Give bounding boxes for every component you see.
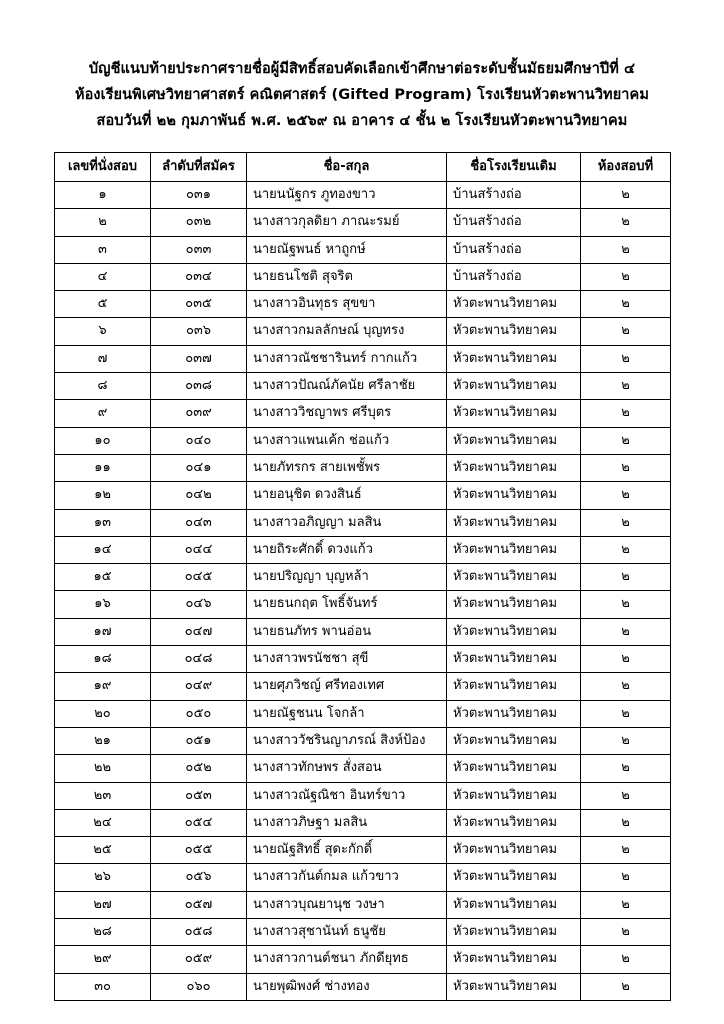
- cell-exam-room: ๒: [581, 182, 671, 209]
- cell-full-name: นายณัฐชนน โจกล้า: [247, 700, 447, 727]
- cell-previous-school: หัวตะพานวิทยาคม: [447, 373, 581, 400]
- table-header-row: [55, 153, 671, 182]
- cell-exam-room: ๒: [581, 400, 671, 427]
- cell-seat-number: ๒๐: [55, 700, 151, 727]
- cell-full-name: นายธนโชติ สุจริต: [247, 263, 447, 290]
- cell-full-name: นางสาวกุลดิยา ภาณะรมย์: [247, 209, 447, 236]
- cell-seat-number: ๑๗: [55, 618, 151, 645]
- cell-previous-school: หัวตะพานวิทยาคม: [447, 646, 581, 673]
- cell-seat-number: ๒๓: [55, 782, 151, 809]
- cell-previous-school: หัวตะพานวิทยาคม: [447, 837, 581, 864]
- table-row: [55, 564, 671, 591]
- cell-application-number: ๐๓๗: [151, 345, 247, 372]
- cell-exam-room: ๒: [581, 236, 671, 263]
- cell-previous-school: หัวตะพานวิทยาคม: [447, 509, 581, 536]
- cell-application-number: ๐๔๑: [151, 454, 247, 481]
- table-row: [55, 646, 671, 673]
- table-row: [55, 673, 671, 700]
- table-row: [55, 727, 671, 754]
- cell-application-number: ๐๓๘: [151, 373, 247, 400]
- table-row: [55, 946, 671, 973]
- cell-application-number: ๐๕๘: [151, 919, 247, 946]
- cell-exam-room: ๒: [581, 427, 671, 454]
- cell-previous-school: บ้านสร้างถ่อ: [447, 236, 581, 263]
- cell-previous-school: หัวตะพานวิทยาคม: [447, 864, 581, 891]
- cell-previous-school: หัวตะพานวิทยาคม: [447, 618, 581, 645]
- header-line-2: ห้องเรียนพิเศษวิทยาศาสตร์ คณิตศาสตร์ (Gifted Program) โรงเรียนหัวตะพานวิทยาคม: [74, 87, 650, 103]
- table-row: [55, 454, 671, 481]
- table-row: [55, 291, 671, 318]
- cell-previous-school: หัวตะพานวิทยาคม: [447, 591, 581, 618]
- table-row: [55, 891, 671, 918]
- cell-exam-room: ๒: [581, 782, 671, 809]
- table-row: [55, 618, 671, 645]
- table-row: [55, 919, 671, 946]
- cell-previous-school: หัวตะพานวิทยาคม: [447, 318, 581, 345]
- cell-seat-number: ๑๒: [55, 482, 151, 509]
- cell-exam-room: ๒: [581, 891, 671, 918]
- cell-full-name: นางสาวสุชานันท์ ธนูชัย: [247, 919, 447, 946]
- cell-application-number: ๐๕๓: [151, 782, 247, 809]
- cell-exam-room: ๒: [581, 536, 671, 563]
- cell-seat-number: ๓: [55, 236, 151, 263]
- cell-previous-school: หัวตะพานวิทยาคม: [447, 482, 581, 509]
- header-line-1: บัญชีแนบท้ายประกาศรายชื่อผู้มีสิทธิ์สอบคัดเลือกเข้าศึกษาต่อระดับชั้นมัธยมศึกษาปีที่ ๔: [88, 61, 636, 77]
- cell-application-number: ๐๔๕: [151, 564, 247, 591]
- cell-application-number: ๐๕๕: [151, 837, 247, 864]
- table-row: [55, 591, 671, 618]
- cell-application-number: ๐๕๑: [151, 727, 247, 754]
- cell-seat-number: ๑๑: [55, 454, 151, 481]
- cell-seat-number: ๑๙: [55, 673, 151, 700]
- column-header-application-number: ลำดับที่สมัคร: [151, 153, 247, 182]
- cell-full-name: นางสาวอินทุธร สุขขา: [247, 291, 447, 318]
- cell-application-number: ๐๓๖: [151, 318, 247, 345]
- cell-exam-room: ๒: [581, 318, 671, 345]
- cell-previous-school: หัวตะพานวิทยาคม: [447, 400, 581, 427]
- cell-previous-school: หัวตะพานวิทยาคม: [447, 973, 581, 1000]
- cell-application-number: ๐๔๒: [151, 482, 247, 509]
- table-row: [55, 864, 671, 891]
- cell-full-name: นายพุฒิพงศ์ ช่างทอง: [247, 973, 447, 1000]
- cell-exam-room: ๒: [581, 973, 671, 1000]
- cell-application-number: ๐๓๔: [151, 263, 247, 290]
- cell-previous-school: หัวตะพานวิทยาคม: [447, 291, 581, 318]
- cell-exam-room: ๒: [581, 482, 671, 509]
- cell-previous-school: หัวตะพานวิทยาคม: [447, 700, 581, 727]
- header-line-3: สอบวันที่ ๒๒ กุมภาพันธ์ พ.ศ. ๒๕๖๙ ณ อาคาร ๔ ชั้น ๒ โรงเรียนหัวตะพานวิทยาคม: [96, 113, 628, 129]
- cell-exam-room: ๒: [581, 618, 671, 645]
- cell-application-number: ๐๕๔: [151, 809, 247, 836]
- cell-full-name: นางสาวบุณยานุช วงษา: [247, 891, 447, 918]
- cell-exam-room: ๒: [581, 291, 671, 318]
- table-row: [55, 809, 671, 836]
- cell-full-name: นางสาวณัฐณิชา อินทร์ขาว: [247, 782, 447, 809]
- cell-full-name: นายอนุชิต ดวงสินธ์: [247, 482, 447, 509]
- cell-application-number: ๐๓๙: [151, 400, 247, 427]
- cell-full-name: นางสาวกมลลักษณ์ บุญทรง: [247, 318, 447, 345]
- cell-seat-number: ๒๗: [55, 891, 151, 918]
- cell-exam-room: ๒: [581, 727, 671, 754]
- cell-full-name: นางสาววิชญาพร ศรีบุตร: [247, 400, 447, 427]
- cell-seat-number: ๒๖: [55, 864, 151, 891]
- cell-application-number: ๐๕๐: [151, 700, 247, 727]
- cell-seat-number: ๙: [55, 400, 151, 427]
- cell-seat-number: ๖: [55, 318, 151, 345]
- cell-previous-school: หัวตะพานวิทยาคม: [447, 809, 581, 836]
- cell-full-name: นางสาวพรนัชชา สุขี: [247, 646, 447, 673]
- column-header-previous-school: ชื่อโรงเรียนเดิม: [447, 153, 581, 182]
- table-row: [55, 782, 671, 809]
- cell-seat-number: ๑๖: [55, 591, 151, 618]
- table-row: [55, 837, 671, 864]
- cell-exam-room: ๒: [581, 646, 671, 673]
- cell-exam-room: ๒: [581, 946, 671, 973]
- table-row: [55, 182, 671, 209]
- cell-full-name: นางสาวอภิญญา มลสิน: [247, 509, 447, 536]
- table-row: [55, 263, 671, 290]
- column-header-seat-number: เลขที่นั่งสอบ: [55, 153, 151, 182]
- cell-previous-school: หัวตะพานวิทยาคม: [447, 891, 581, 918]
- cell-exam-room: ๒: [581, 809, 671, 836]
- cell-seat-number: ๒: [55, 209, 151, 236]
- cell-exam-room: ๒: [581, 373, 671, 400]
- cell-full-name: นางสาวภิษฐา มลสิน: [247, 809, 447, 836]
- cell-seat-number: ๒๑: [55, 727, 151, 754]
- column-header-full-name: ชื่อ-สกุล: [247, 153, 447, 182]
- table-row: [55, 209, 671, 236]
- cell-full-name: นางสาวณัชชารินทร์ กากแก้ว: [247, 345, 447, 372]
- cell-previous-school: หัวตะพานวิทยาคม: [447, 454, 581, 481]
- cell-seat-number: ๑๔: [55, 536, 151, 563]
- cell-application-number: ๐๕๒: [151, 755, 247, 782]
- cell-previous-school: หัวตะพานวิทยาคม: [447, 919, 581, 946]
- cell-seat-number: ๗: [55, 345, 151, 372]
- cell-exam-room: ๒: [581, 209, 671, 236]
- cell-previous-school: หัวตะพานวิทยาคม: [447, 536, 581, 563]
- table-row: [55, 318, 671, 345]
- cell-previous-school: หัวตะพานวิทยาคม: [447, 564, 581, 591]
- cell-application-number: ๐๕๖: [151, 864, 247, 891]
- table-row: [55, 482, 671, 509]
- cell-full-name: นายปริญญา บุญหล้า: [247, 564, 447, 591]
- cell-exam-room: ๒: [581, 263, 671, 290]
- cell-exam-room: ๒: [581, 755, 671, 782]
- cell-exam-room: ๒: [581, 509, 671, 536]
- candidate-table: [54, 152, 671, 1001]
- cell-exam-room: ๒: [581, 700, 671, 727]
- document-header: [54, 56, 670, 134]
- cell-full-name: นายภัทรกร สายเพชั้พร: [247, 454, 447, 481]
- cell-full-name: นางสาววัชรินญาภรณ์ สิงห์ป้อง: [247, 727, 447, 754]
- cell-full-name: นายศุภวิชญ์ ศรีทองเทศ: [247, 673, 447, 700]
- cell-previous-school: หัวตะพานวิทยาคม: [447, 345, 581, 372]
- cell-full-name: นายณัฐสิทธิ์ สุดะกักดิ์: [247, 837, 447, 864]
- cell-application-number: ๐๔๓: [151, 509, 247, 536]
- column-header-exam-room: ห้องสอบที่: [581, 153, 671, 182]
- cell-previous-school: หัวตะพานวิทยาคม: [447, 755, 581, 782]
- cell-full-name: นายธนภัทร พานอ่อน: [247, 618, 447, 645]
- cell-application-number: ๐๓๑: [151, 182, 247, 209]
- cell-full-name: นางสาวแพนเค้ก ช่อแก้ว: [247, 427, 447, 454]
- cell-application-number: ๐๔๙: [151, 673, 247, 700]
- cell-application-number: ๐๕๙: [151, 946, 247, 973]
- table-row: [55, 700, 671, 727]
- cell-exam-room: ๒: [581, 591, 671, 618]
- cell-application-number: ๐๔๘: [151, 646, 247, 673]
- cell-previous-school: หัวตะพานวิทยาคม: [447, 946, 581, 973]
- cell-exam-room: ๒: [581, 345, 671, 372]
- table-row: [55, 236, 671, 263]
- table-body: [55, 182, 671, 1001]
- cell-application-number: ๐๔๐: [151, 427, 247, 454]
- cell-seat-number: ๒๔: [55, 809, 151, 836]
- cell-seat-number: ๑๕: [55, 564, 151, 591]
- table-row: [55, 373, 671, 400]
- cell-seat-number: ๑: [55, 182, 151, 209]
- table-row: [55, 973, 671, 1000]
- cell-previous-school: หัวตะพานวิทยาคม: [447, 673, 581, 700]
- cell-previous-school: บ้านสร้างถ่อ: [447, 263, 581, 290]
- cell-full-name: นายถิระศักดิ์ ดวงแก้ว: [247, 536, 447, 563]
- cell-full-name: นางสาวปัณณ์ภัคนัย ศรีลาชัย: [247, 373, 447, 400]
- cell-seat-number: ๑๓: [55, 509, 151, 536]
- cell-seat-number: ๒๒: [55, 755, 151, 782]
- cell-application-number: ๐๖๐: [151, 973, 247, 1000]
- cell-seat-number: ๒๕: [55, 837, 151, 864]
- cell-previous-school: หัวตะพานวิทยาคม: [447, 782, 581, 809]
- cell-exam-room: ๒: [581, 919, 671, 946]
- cell-exam-room: ๒: [581, 564, 671, 591]
- cell-exam-room: ๒: [581, 864, 671, 891]
- cell-exam-room: ๒: [581, 454, 671, 481]
- cell-seat-number: ๕: [55, 291, 151, 318]
- table-row: [55, 345, 671, 372]
- cell-full-name: นางสาวกันต์กมล แก้วขาว: [247, 864, 447, 891]
- table-row: [55, 755, 671, 782]
- cell-seat-number: ๘: [55, 373, 151, 400]
- cell-application-number: ๐๔๖: [151, 591, 247, 618]
- cell-application-number: ๐๔๔: [151, 536, 247, 563]
- cell-seat-number: ๑๘: [55, 646, 151, 673]
- cell-previous-school: หัวตะพานวิทยาคม: [447, 727, 581, 754]
- cell-application-number: ๐๕๗: [151, 891, 247, 918]
- table-row: [55, 509, 671, 536]
- cell-previous-school: บ้านสร้างถ่อ: [447, 209, 581, 236]
- cell-seat-number: ๒๘: [55, 919, 151, 946]
- table-row: [55, 536, 671, 563]
- cell-seat-number: ๒๙: [55, 946, 151, 973]
- cell-exam-room: ๒: [581, 837, 671, 864]
- cell-seat-number: ๓๐: [55, 973, 151, 1000]
- cell-application-number: ๐๓๕: [151, 291, 247, 318]
- cell-previous-school: หัวตะพานวิทยาคม: [447, 427, 581, 454]
- cell-application-number: ๐๓๒: [151, 209, 247, 236]
- table-row: [55, 400, 671, 427]
- cell-application-number: ๐๓๓: [151, 236, 247, 263]
- cell-full-name: นางสาวทักษพร สั่งสอน: [247, 755, 447, 782]
- cell-previous-school: บ้านสร้างถ่อ: [447, 182, 581, 209]
- cell-full-name: นางสาวกานต์ชนา ภักดียุทธ: [247, 946, 447, 973]
- table-row: [55, 427, 671, 454]
- cell-seat-number: ๔: [55, 263, 151, 290]
- cell-full-name: นายนนัฐกร ภูทองขาว: [247, 182, 447, 209]
- cell-full-name: นายณัฐพนธ์ หาถูกษ์: [247, 236, 447, 263]
- cell-full-name: นายธนกฤต โพธิ์จันทร์: [247, 591, 447, 618]
- cell-application-number: ๐๔๗: [151, 618, 247, 645]
- cell-exam-room: ๒: [581, 673, 671, 700]
- cell-seat-number: ๑๐: [55, 427, 151, 454]
